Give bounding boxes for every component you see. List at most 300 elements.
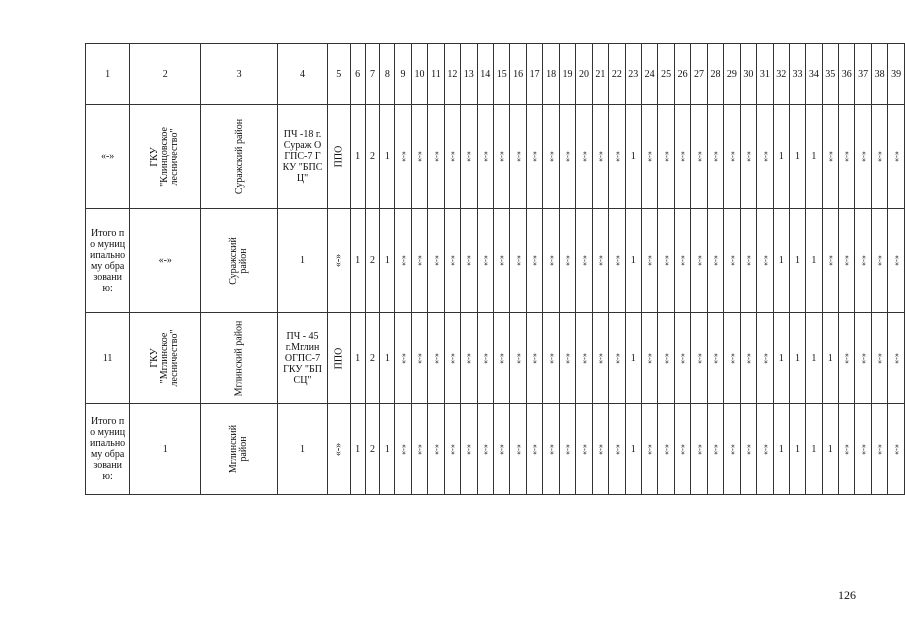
value-cell-text: «-» [595, 443, 605, 455]
value-cell-text: 2 [369, 151, 375, 162]
district-cell-text: Суражский район [233, 118, 245, 195]
value-cell [789, 105, 805, 209]
value-cell [871, 209, 887, 313]
value-cell [365, 105, 380, 209]
value-cell-text: «-» [875, 151, 885, 162]
value-cell [428, 404, 444, 495]
value-cell-text: «-» [875, 443, 885, 455]
value-cell [411, 404, 427, 495]
value-cell-text: «-» [563, 255, 573, 266]
value-cell [789, 313, 805, 404]
value-cell [773, 404, 789, 495]
value-cell [806, 209, 822, 313]
header-cell: 39 [888, 44, 905, 105]
header-cell: 11 [428, 44, 444, 105]
header-cell: 13 [461, 44, 477, 105]
value-cell [658, 313, 674, 404]
header-cell: 3 [201, 44, 278, 105]
value-cell [592, 209, 608, 313]
data-table [85, 43, 905, 495]
value-cell [444, 404, 460, 495]
header-cell: 38 [871, 44, 887, 105]
forestry-cell [130, 209, 201, 313]
header-cell: 34 [806, 44, 822, 105]
value-cell-text: 1 [778, 443, 784, 455]
value-cell-text: «-» [464, 151, 474, 162]
header-cell: 32 [773, 44, 789, 105]
value-cell-text: «-» [678, 151, 688, 162]
value-cell [559, 313, 575, 404]
value-cell-text: «-» [743, 352, 753, 364]
header-cell: 24 [641, 44, 657, 105]
value-cell-text: «-» [875, 352, 885, 364]
type-cell [327, 105, 350, 209]
value-cell-text: «-» [891, 443, 901, 455]
value-cell [888, 105, 905, 209]
value-cell-text: 1 [795, 352, 801, 364]
forestry-cell-text: ГКУ "Клинцовское лесничество" [149, 126, 181, 187]
value-cell [773, 313, 789, 404]
value-cell [576, 404, 592, 495]
value-cell [592, 313, 608, 404]
value-cell [576, 105, 592, 209]
header-row [86, 44, 905, 105]
value-cell-text: «-» [743, 255, 753, 266]
value-cell [773, 105, 789, 209]
value-cell [691, 313, 707, 404]
value-cell-text: «-» [497, 352, 507, 364]
value-cell-text: «-» [710, 151, 720, 162]
row-label-text: Итого по муниципальному образованию: [90, 416, 126, 482]
value-cell [380, 313, 395, 404]
unit-cell [278, 404, 328, 495]
value-cell [380, 404, 395, 495]
value-cell-text: 1 [355, 255, 361, 266]
value-cell [477, 313, 493, 404]
forestry-cell [130, 105, 201, 209]
value-cell [609, 209, 625, 313]
value-cell-text: «-» [497, 255, 507, 266]
value-cell [641, 105, 657, 209]
value-cell [740, 105, 756, 209]
value-cell-text: «-» [661, 151, 671, 162]
value-cell-text: «-» [875, 255, 885, 266]
table-row [86, 105, 905, 209]
value-cell [609, 105, 625, 209]
value-cell-text: «-» [431, 352, 441, 364]
value-cell [526, 209, 542, 313]
header-cell: 25 [658, 44, 674, 105]
value-cell [395, 313, 411, 404]
value-cell-text: «-» [678, 443, 688, 455]
value-cell [493, 105, 509, 209]
value-cell-text: «-» [825, 255, 835, 266]
value-cell [641, 313, 657, 404]
unit-cell [278, 209, 328, 313]
header-cell: 6 [350, 44, 365, 105]
unit-cell [278, 105, 328, 209]
value-cell-text: 2 [369, 255, 375, 266]
type-cell [327, 209, 350, 313]
value-cell [510, 313, 526, 404]
value-cell [395, 404, 411, 495]
unit-cell [278, 313, 328, 404]
value-cell-text: «-» [612, 151, 622, 162]
value-cell [658, 209, 674, 313]
value-cell [510, 105, 526, 209]
header-cell: 17 [526, 44, 542, 105]
value-cell [773, 209, 789, 313]
table-row [86, 209, 905, 313]
unit-cell-text: 1 [300, 255, 306, 266]
header-cell: 12 [444, 44, 460, 105]
value-cell-text: «-» [579, 151, 589, 162]
value-cell [707, 105, 723, 209]
value-cell-text: «-» [743, 443, 753, 455]
value-cell-text: «-» [595, 255, 605, 266]
value-cell [625, 209, 641, 313]
value-cell [444, 105, 460, 209]
header-cell: 18 [543, 44, 559, 105]
value-cell-text: «-» [447, 255, 457, 266]
value-cell [411, 209, 427, 313]
header-cell: 31 [757, 44, 773, 105]
value-cell-text: «-» [858, 255, 868, 266]
value-cell-text: «-» [645, 443, 655, 455]
value-cell-text: «-» [612, 443, 622, 455]
value-cell-text: 1 [384, 352, 390, 364]
value-cell-text: «-» [530, 151, 540, 162]
type-cell [327, 313, 350, 404]
value-cell [888, 313, 905, 404]
value-cell [461, 209, 477, 313]
header-cell: 28 [707, 44, 723, 105]
row-label [86, 105, 130, 209]
value-cell [365, 209, 380, 313]
value-cell [444, 313, 460, 404]
value-cell-text: 1 [630, 443, 636, 455]
table-row [86, 404, 905, 495]
value-cell-text: «-» [842, 255, 852, 266]
value-cell [674, 209, 690, 313]
value-cell-text: «-» [858, 151, 868, 162]
value-cell [365, 404, 380, 495]
value-cell [724, 105, 740, 209]
value-cell-text: «-» [694, 151, 704, 162]
header-cell: 36 [839, 44, 855, 105]
value-cell [444, 209, 460, 313]
value-cell [658, 105, 674, 209]
value-cell-text: «-» [694, 352, 704, 364]
value-cell [428, 209, 444, 313]
value-cell [888, 404, 905, 495]
value-cell [855, 313, 871, 404]
header-cell: 26 [674, 44, 690, 105]
value-cell-text: «-» [760, 443, 770, 455]
value-cell [839, 313, 855, 404]
value-cell-text: «-» [464, 255, 474, 266]
header-cell: 37 [855, 44, 871, 105]
value-cell-text: «-» [414, 255, 424, 266]
value-cell-text: «-» [661, 352, 671, 364]
value-cell-text: «-» [464, 352, 474, 364]
header-cell: 35 [822, 44, 838, 105]
value-cell [757, 105, 773, 209]
value-cell-text: 1 [811, 443, 817, 455]
value-cell-text: «-» [661, 443, 671, 455]
value-cell-text: «-» [563, 151, 573, 162]
value-cell [674, 313, 690, 404]
forestry-cell-text: ГКУ "Мглинское лесничество" [149, 329, 181, 387]
value-cell-text: 1 [827, 352, 833, 364]
value-cell-text: 1 [778, 255, 784, 266]
value-cell [789, 209, 805, 313]
value-cell [350, 209, 365, 313]
value-cell-text: «-» [480, 443, 490, 455]
header-cell: 30 [740, 44, 756, 105]
value-cell-text: «-» [891, 151, 901, 162]
value-cell [691, 105, 707, 209]
header-cell: 21 [592, 44, 608, 105]
value-cell [740, 209, 756, 313]
value-cell-text: «-» [694, 255, 704, 266]
header-cell: 15 [493, 44, 509, 105]
value-cell [625, 313, 641, 404]
value-cell [871, 313, 887, 404]
value-cell-text: 1 [811, 352, 817, 364]
value-cell [822, 313, 838, 404]
value-cell [806, 313, 822, 404]
value-cell-text: «-» [447, 443, 457, 455]
type-cell-text: «-» [333, 253, 345, 268]
header-cell: 23 [625, 44, 641, 105]
value-cell [411, 105, 427, 209]
value-cell [707, 209, 723, 313]
value-cell-text: «-» [645, 255, 655, 266]
value-cell [740, 404, 756, 495]
district-cell [201, 313, 278, 404]
value-cell-text: «-» [842, 352, 852, 364]
value-cell-text: 1 [384, 443, 390, 455]
value-cell [609, 313, 625, 404]
value-cell-text: «-» [891, 255, 901, 266]
header-cell: 19 [559, 44, 575, 105]
value-cell-text: 1 [630, 352, 636, 364]
value-cell-text: «-» [579, 443, 589, 455]
value-cell-text: 2 [369, 352, 375, 364]
value-cell [380, 105, 395, 209]
value-cell-text: «-» [710, 255, 720, 266]
type-cell-text: ППО [333, 347, 345, 369]
value-cell [510, 209, 526, 313]
value-cell-text: «-» [431, 255, 441, 266]
value-cell [350, 313, 365, 404]
value-cell [822, 404, 838, 495]
value-cell-text: «-» [480, 255, 490, 266]
value-cell [477, 404, 493, 495]
value-cell [411, 313, 427, 404]
value-cell-text: 1 [355, 443, 361, 455]
header-cell: 4 [278, 44, 328, 105]
row-label [86, 404, 130, 495]
value-cell-text: «-» [447, 352, 457, 364]
value-cell-text: «-» [678, 352, 688, 364]
value-cell [707, 404, 723, 495]
district-cell [201, 404, 278, 495]
value-cell-text: «-» [480, 352, 490, 364]
value-cell-text: 1 [827, 443, 833, 455]
header-cell: 2 [130, 44, 201, 105]
value-cell [641, 209, 657, 313]
value-cell [493, 209, 509, 313]
value-cell [350, 404, 365, 495]
value-cell-text: «-» [414, 151, 424, 162]
value-cell-text: «-» [612, 352, 622, 364]
value-cell-text: «-» [398, 443, 408, 455]
value-cell-text: «-» [858, 443, 868, 455]
value-cell-text: «-» [414, 443, 424, 455]
value-cell [806, 404, 822, 495]
value-cell [757, 404, 773, 495]
value-cell [576, 313, 592, 404]
value-cell [526, 105, 542, 209]
value-cell [839, 105, 855, 209]
value-cell [543, 105, 559, 209]
value-cell [380, 209, 395, 313]
value-cell-text: 1 [811, 151, 817, 162]
value-cell [691, 209, 707, 313]
value-cell [789, 404, 805, 495]
value-cell-text: «-» [842, 151, 852, 162]
row-label [86, 313, 130, 404]
value-cell-text: 1 [355, 352, 361, 364]
type-cell-text: ППО [333, 145, 345, 168]
header-cell: 10 [411, 44, 427, 105]
row-label-text: 11 [102, 352, 113, 364]
value-cell-text: «-» [513, 352, 523, 364]
value-cell-text: «-» [760, 352, 770, 364]
value-cell-text: «-» [743, 151, 753, 162]
value-cell [559, 404, 575, 495]
value-cell [461, 404, 477, 495]
value-cell [674, 105, 690, 209]
value-cell-text: «-» [398, 151, 408, 162]
forestry-cell [130, 313, 201, 404]
value-cell [691, 404, 707, 495]
value-cell-text: «-» [595, 352, 605, 364]
value-cell-text: «-» [760, 151, 770, 162]
value-cell [625, 105, 641, 209]
value-cell-text: «-» [530, 255, 540, 266]
district-cell-text: Мглинский район [233, 320, 245, 396]
value-cell [822, 209, 838, 313]
district-cell-text: Мглинский район [228, 424, 250, 474]
value-cell-text: «-» [579, 352, 589, 364]
value-cell-text: «-» [825, 151, 835, 162]
value-cell-text: «-» [447, 151, 457, 162]
value-cell [855, 404, 871, 495]
value-cell [707, 313, 723, 404]
value-cell-text: 1 [384, 255, 390, 266]
value-cell [724, 313, 740, 404]
value-cell [674, 404, 690, 495]
value-cell [477, 105, 493, 209]
value-cell [822, 105, 838, 209]
unit-cell-text: 1 [300, 443, 306, 455]
value-cell [740, 313, 756, 404]
value-cell-text: «-» [727, 443, 737, 455]
value-cell [724, 404, 740, 495]
header-cell: 27 [691, 44, 707, 105]
value-cell-text: «-» [595, 151, 605, 162]
value-cell-text: 2 [369, 443, 375, 455]
value-cell [395, 209, 411, 313]
value-cell-text: «-» [497, 151, 507, 162]
district-cell [201, 105, 278, 209]
value-cell-text: «-» [727, 151, 737, 162]
value-cell-text: «-» [513, 443, 523, 455]
page-number: 126 [838, 588, 856, 602]
unit-cell-text: ПЧ - 45 г.Мглин ОГПС-7 ГКУ "БПСЦ" [283, 330, 322, 386]
header-cell: 16 [510, 44, 526, 105]
district-cell [201, 209, 278, 313]
value-cell [871, 105, 887, 209]
value-cell-text: 1 [778, 151, 784, 162]
value-cell-text: «-» [678, 255, 688, 266]
value-cell [477, 209, 493, 313]
value-cell-text: «-» [645, 151, 655, 162]
value-cell [839, 209, 855, 313]
value-cell-text: «-» [710, 352, 720, 364]
value-cell-text: «-» [431, 151, 441, 162]
value-cell [757, 209, 773, 313]
value-cell [855, 105, 871, 209]
value-cell-text: «-» [858, 352, 868, 364]
value-cell-text: «-» [612, 255, 622, 266]
value-cell [461, 313, 477, 404]
header-cell: 14 [477, 44, 493, 105]
value-cell-text: 1 [795, 443, 801, 455]
header-cell: 7 [365, 44, 380, 105]
value-cell [658, 404, 674, 495]
header-cell: 5 [327, 44, 350, 105]
value-cell [543, 209, 559, 313]
value-cell [576, 209, 592, 313]
value-cell [526, 313, 542, 404]
type-cell-text: «-» [333, 442, 345, 456]
header-cell: 1 [86, 44, 130, 105]
value-cell-text: «-» [546, 255, 556, 266]
value-cell [609, 404, 625, 495]
row-label-text: Итого по муниципальному образованию: [90, 227, 126, 294]
value-cell-text: «-» [480, 151, 490, 162]
value-cell-text: «-» [546, 352, 556, 364]
value-cell [428, 105, 444, 209]
value-cell-text: «-» [414, 352, 424, 364]
value-cell [855, 209, 871, 313]
value-cell [510, 404, 526, 495]
value-cell-text: 1 [795, 151, 801, 162]
table-row [86, 313, 905, 404]
unit-cell-text: ПЧ -18 г.Сураж ОГПС-7 ГКУ "БПСЦ" [282, 129, 323, 184]
value-cell [493, 404, 509, 495]
value-cell [543, 404, 559, 495]
value-cell-text: «-» [530, 443, 540, 455]
value-cell [395, 105, 411, 209]
type-cell [327, 404, 350, 495]
value-cell [559, 209, 575, 313]
value-cell-text: «-» [398, 352, 408, 364]
